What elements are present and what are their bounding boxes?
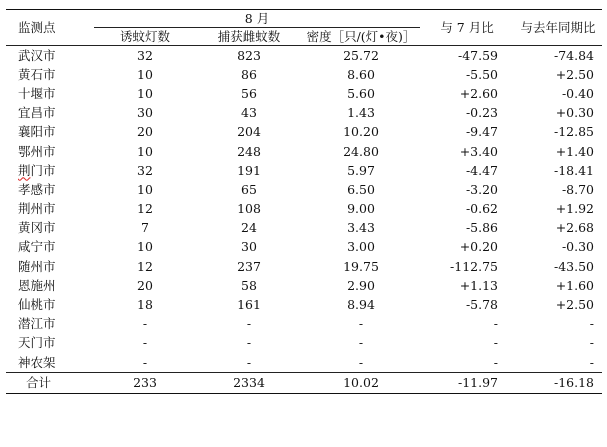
cell-site: 潜江市 [18,316,56,332]
cell-vs-july: -47.59 [458,47,499,63]
cell-site: 咸宁市 [18,239,56,255]
cell-vs-last-year: - [589,354,595,370]
table-row [6,276,602,295]
cell-lamps: - [142,335,148,351]
cell-density: 3.43 [347,220,375,236]
cell-vs-last-year: -74.84 [554,47,595,63]
table-row [6,46,602,66]
table-row [6,295,602,314]
cell-site: 鄂州市 [18,143,56,159]
cell-moths: 823 [237,47,261,63]
cell-vs-july: - [493,316,499,332]
cell-density: 8.94 [347,297,375,313]
cell-lamps: - [142,316,148,332]
table-row [6,180,602,199]
cell-moths: 30 [241,239,257,255]
header-vs-july: 与 7 月比 [420,10,514,46]
cell-moths: 43 [241,105,257,121]
cell-density: - [358,335,364,351]
table-header [6,10,602,46]
table-row [6,104,602,123]
cell-moths: 248 [237,143,261,159]
header-density: 密度［只/(灯•夜)］ [302,28,420,46]
cell-density: 5.97 [347,162,375,178]
cell-site: 随州市 [18,258,56,274]
table-row [6,238,602,257]
table-row [6,353,602,373]
cell-moths: - [246,335,252,351]
table-row [6,219,602,238]
cell-site: 神农架 [18,354,56,370]
cell-moths: 56 [241,85,257,101]
cell-lamps: 10 [137,85,153,101]
cell-moths: 2334 [196,373,302,394]
cell-lamps: 7 [141,220,149,236]
cell-vs-last-year: -8.70 [561,181,595,197]
cell-vs-last-year: +1.92 [555,201,595,217]
cell-density: - [358,316,364,332]
cell-density: 8.60 [347,66,375,82]
cell-vs-last-year: -12.85 [554,124,595,140]
cell-site: 十堰市 [18,85,56,101]
cell-vs-july: -5.50 [465,66,499,82]
cell-site: 黄石市 [18,66,56,82]
cell-vs-july: +1.13 [459,277,499,293]
total-row [6,373,602,394]
cell-vs-last-year: +1.40 [555,143,595,159]
cell-lamps: 10 [137,66,153,82]
cell-moths: 191 [237,162,261,178]
table-row [6,257,602,276]
cell-site: 襄阳市 [18,124,56,140]
cell-vs-july: -5.86 [465,220,499,236]
cell-lamps: 10 [137,239,153,255]
cell-vs-last-year: +0.30 [555,105,595,121]
table-body [6,46,602,394]
cell-vs-last-year: -0.30 [561,239,595,255]
cell-site: 仙桃市 [18,297,56,313]
header-moths: 捕获雌蚊数 [196,28,302,46]
cell-vs-july: +0.20 [459,239,499,255]
cell-vs-last-year: +2.50 [555,66,595,82]
cell-vs-july: -11.97 [420,373,514,394]
cell-lamps: 12 [137,201,153,217]
table-row [6,315,602,334]
cell-moths: - [246,354,252,370]
header-month-group: 8 月 [94,10,420,28]
cell-vs-last-year: - [589,335,595,351]
cell-density: 6.50 [347,181,375,197]
cell-vs-july: -4.47 [465,162,499,178]
cell-site: 宜昌市 [18,105,56,121]
cell-site: 武汉市 [18,47,56,63]
header-lamps: 诱蚊灯数 [94,28,196,46]
cell-density: 19.75 [343,258,379,274]
cell-site: 孝感市 [18,181,56,197]
cell-lamps: 30 [137,105,153,121]
cell-moths: 86 [241,66,257,82]
table-row [6,84,602,103]
cell-lamps: 233 [94,373,196,394]
cell-density: 10.02 [302,373,420,394]
cell-vs-last-year: +2.50 [555,297,595,313]
cell-vs-july: -9.47 [465,124,499,140]
cell-lamps: 32 [137,162,153,178]
cell-vs-july: -0.23 [465,105,499,121]
table-row [6,123,602,142]
cell-moths: 65 [241,181,257,197]
spellcheck-mark: 荆 [18,162,31,178]
cell-density: 3.00 [347,239,375,255]
cell-lamps: 20 [137,277,153,293]
mosquito-density-table [6,9,602,394]
cell-density: 2.90 [347,277,375,293]
cell-site: 荆门市 [18,162,56,178]
cell-moths: 108 [237,201,261,217]
cell-vs-last-year: -16.18 [514,373,602,394]
cell-moths: 24 [241,220,257,236]
cell-density: 24.80 [343,143,379,159]
cell-site: 天门市 [18,335,56,351]
cell-vs-july: +3.40 [459,143,499,159]
cell-vs-last-year: -43.50 [554,258,595,274]
cell-site: 恩施州 [18,277,56,293]
cell-moths: 237 [237,258,261,274]
cell-lamps: 12 [137,258,153,274]
cell-vs-july: - [493,354,499,370]
cell-vs-july: -3.20 [465,181,499,197]
cell-vs-july: -0.62 [465,201,499,217]
header-site: 监测点 [6,10,94,46]
cell-site: 合计 [6,373,94,394]
cell-site: 荆州市 [18,201,56,217]
table-row [6,200,602,219]
cell-vs-july: +2.60 [459,85,499,101]
cell-site: 黄冈市 [18,220,56,236]
cell-vs-july: -112.75 [450,258,499,274]
cell-moths: - [246,316,252,332]
table-row [6,65,602,84]
cell-moths: 161 [237,297,261,313]
cell-density: 9.00 [347,201,375,217]
cell-vs-last-year: -18.41 [554,162,595,178]
table-row [6,142,602,161]
header-vs-last-year: 与去年同期比 [514,10,602,46]
cell-vs-july: -5.78 [465,297,499,313]
cell-density: - [358,354,364,370]
cell-lamps: - [142,354,148,370]
table-row [6,161,602,180]
cell-density: 25.72 [343,47,379,63]
cell-vs-last-year: +2.68 [555,220,595,236]
cell-density: 5.60 [347,85,375,101]
cell-vs-last-year: +1.60 [555,277,595,293]
cell-vs-july: - [493,335,499,351]
cell-lamps: 32 [137,47,153,63]
cell-moths: 204 [237,124,261,140]
cell-lamps: 10 [137,181,153,197]
cell-lamps: 20 [137,124,153,140]
cell-vs-last-year: - [589,316,595,332]
cell-moths: 58 [241,277,257,293]
cell-vs-last-year: -0.40 [561,85,595,101]
cell-density: 10.20 [343,124,379,140]
cell-lamps: 18 [137,297,153,313]
cell-density: 1.43 [347,105,375,121]
cell-lamps: 10 [137,143,153,159]
table-row [6,334,602,353]
